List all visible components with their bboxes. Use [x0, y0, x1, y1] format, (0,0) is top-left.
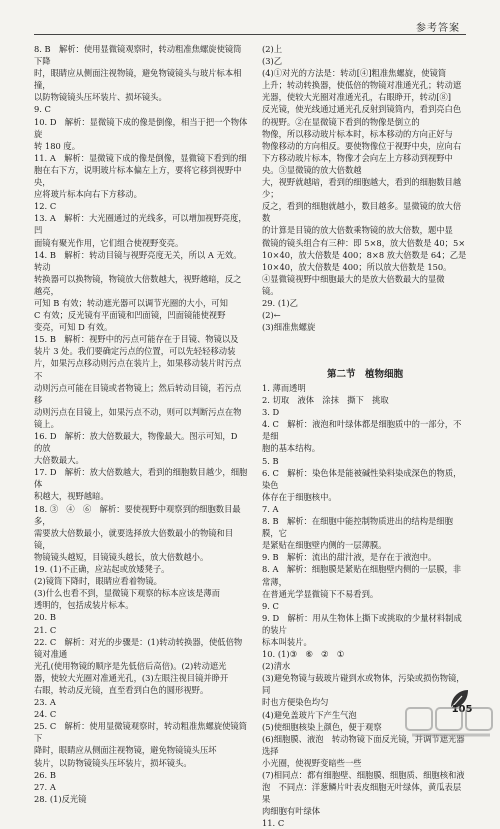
- answer-line: 反光镜，使光线通过通光孔反射到镜筒内，看到亮白色: [262, 104, 462, 115]
- answer-line: 22. C 解析：对光的步骤是：(1)转动转换器，使低倍物镜对准通: [34, 636, 243, 659]
- answer-line: 时也方便染色均匀: [262, 697, 329, 708]
- answer-line: (2)上: [262, 44, 283, 54]
- header-rule: [34, 34, 466, 35]
- answer-line: 7. A: [262, 503, 279, 514]
- answer-line: (6)细胞膜、液泡 转动物镜下面反光镜，并调节遮光器选择: [262, 733, 465, 756]
- answer-line: 标本叫装片。: [262, 636, 312, 647]
- answer-line: (5)使细胞核染上颜色，便于观察: [262, 721, 382, 732]
- answer-line: 11. C: [262, 818, 285, 829]
- section-title: 第二节 植物细胞: [326, 369, 403, 380]
- answer-line: 15. B 解析：视野中的污点可能存在于目镜、物镜以及: [34, 334, 239, 345]
- answer-line: 8. A 解析：细胞膜是紧贴在细胞壁内侧的一层膜，非常薄，: [262, 564, 462, 587]
- answer-line: 25. C 解析：使用显微镜观察时，转动粗准焦螺旋使镜筒下: [34, 721, 248, 744]
- answer-line: 物像移动的方向相反。要使物像位于视野中央，应向右: [262, 140, 462, 151]
- answer-line: 积越大，视野越暗。: [34, 491, 109, 502]
- answer-line: 9. C: [262, 600, 279, 611]
- answer-line: 反之，看到的细胞就越小，数目越多。显微镜的放大倍数: [262, 201, 462, 224]
- watermark-logo: [404, 704, 496, 742]
- answer-line: 9. B 解析：流出的甜汁液，是存在于液泡中。: [262, 552, 437, 563]
- answer-line: 11. A 解析：显微镜下成的像是倒像，显微镜下看到的细: [34, 152, 247, 163]
- header-title: 参考答案: [416, 23, 460, 34]
- answer-line: (2)镜筒下降时，眼睛应看着物镜。: [34, 576, 162, 587]
- answer-line: (3)细准焦螺旋: [262, 322, 316, 333]
- answer-line: 面镜有聚光作用，它们组合使视野变亮。: [34, 237, 184, 248]
- answer-line: (4)①对光的方法是：转动[④]粗准焦螺旋，使镜筒: [262, 68, 447, 79]
- answer-line: 8. B 解析：在细胞中能控制物质进出的结构是细胞膜，它: [262, 516, 453, 539]
- answer-line: 是紧贴在细胞壁内侧的一层薄膜。: [262, 540, 387, 551]
- answer-line: 21. C: [34, 624, 57, 635]
- answer-line: 19. (1)不正确，应站起或放矮凳子。: [34, 564, 170, 575]
- answer-line: 10×40，放大倍数是 400；所以放大倍数是 150。: [262, 261, 452, 272]
- answer-line: 微镜的镜头组合有三种：即 5×8，放大倍数是 40；5×: [262, 237, 466, 248]
- answer-line: 28. (1)反光镜: [34, 793, 87, 804]
- answer-line: 变亮，可知 D 有效。: [34, 322, 113, 333]
- answer-line: 器，使较大光圈对准通光孔，(3)左眼注视目镜并睁开: [34, 672, 229, 683]
- answer-line: (7)相同点：都有细胞壁、细胞膜、细胞质、细胞核和液: [262, 770, 465, 780]
- answer-line: (3)什么也看不到，显微镜下观察的标本应该是薄而: [34, 588, 220, 599]
- answer-line: 23. A: [34, 697, 56, 708]
- answer-line: 14. B 解析：转动目镜与视野亮度无关，所以 A 无效。转动: [34, 249, 242, 272]
- answer-line: 9. C: [34, 104, 51, 115]
- answer-line: 的计算是目镜的放大倍数乘物镜的放大倍数，题中显: [262, 225, 453, 236]
- answer-line: 肉细胞有叶绿体: [262, 806, 321, 817]
- page-header: [0, 0, 500, 40]
- answer-line: ④显微镜视野中细胞最大的是放大倍数最大的显微: [262, 273, 445, 284]
- answer-line: 转 180 度。: [34, 140, 81, 151]
- answer-line: 应将玻片标本向右下方移动。: [34, 189, 142, 200]
- answer-line: 装片，以防物镜镜头压坏装片，损坏镜头。: [34, 757, 192, 768]
- answer-line: 2. 切取 液体 涂抹 撕下 挑取: [262, 395, 389, 406]
- answer-line: 6. C 解析：染色体是能被碱性染料染成深色的物质，染色: [262, 467, 462, 490]
- answer-line: (2)清水: [262, 661, 291, 672]
- answer-line: 镜。: [262, 285, 279, 296]
- answer-line: 光孔(使用物镜的顺序是先低倍后高倍)。(2)转动遮光: [34, 660, 227, 671]
- answer-line: 12. C: [34, 201, 57, 212]
- answer-line: 17. D 解析：放大倍数越大，看到的细胞数目越少，细胞体: [34, 467, 248, 490]
- answer-line: 小光圈，使视野变暗些一些: [262, 757, 362, 768]
- answer-line: C 有效；反光镜有平面镜和凹面镜，凹面镜能使视野: [34, 310, 226, 321]
- answer-line: 8. B 解析：使用显微镜观察时，转动粗准焦螺旋使镜筒下降: [34, 44, 242, 67]
- answer-line: 需要放大倍数最小，就要选择放大倍数最小的物镜和目镜，: [34, 527, 234, 550]
- answer-line: 透明的，包括成装片标本。: [34, 600, 134, 611]
- answer-line: 降时，眼睛应从侧面注视物镜，避免物镜镜头压坏: [34, 745, 217, 756]
- left-column: [34, 43, 248, 805]
- answer-line: 泡 不同点：洋葱鳞片叶表皮细胞无叶绿体，黄瓜表层果: [262, 782, 462, 805]
- answer-line: (4)避免盖玻片下产生气泡: [262, 709, 357, 720]
- answer-line: 胞的基本结构。: [262, 443, 321, 454]
- answer-line: 动则污点在目镜上，如果污点不动，则可以判断污点在物镜上。: [34, 406, 242, 429]
- answer-line: 下方移动玻片标本，物像才会向左上方移动到视野中央。③显微镜的放大倍数越: [262, 152, 453, 175]
- answer-line: 的视野。②在显微镜下看到的物像是倒立的: [262, 116, 420, 127]
- answer-line: 18. ③ ④ ⑥ 解析：要使视野中观察到的细胞数目最多，: [34, 503, 241, 526]
- answer-line: 以防物镜镜头压坏装片、损坏镜头。: [34, 92, 167, 103]
- answer-line: 29. (1)乙: [262, 297, 298, 308]
- answer-line: 右眼，转动反光镜，直至看到白色的圆形视野。: [34, 684, 209, 695]
- answer-line: 光器，使较大光圈对准通光孔，右眼睁开，转动[⑧]: [262, 92, 452, 103]
- answer-line: 时，眼睛应从侧面注视物镜，避免物镜镜头与玻片标本相撞，: [34, 68, 242, 91]
- answer-line: 物镜镜头越短，目镜镜头越长，放大倍数越小。: [34, 551, 209, 562]
- answer-line: 20. B: [34, 612, 56, 623]
- answer-line: 5. B: [262, 455, 279, 466]
- answer-line: 片，如果污点移动则污点在装片上，如果移动装片时污点不: [34, 358, 242, 381]
- answer-line: 16. D 解析：放大倍数最大，物像最大。图示可知，D 的放: [34, 431, 241, 454]
- answer-line: 10. (1)③ ⑥ ② ①: [262, 649, 345, 660]
- answer-line: (3)乙: [262, 56, 283, 67]
- answer-line: 10×40，放大倍数是 400；8×8 放大倍数是 64；乙是: [262, 249, 467, 260]
- answer-line: 9. D 解析：用从生物体上撕下或挑取的少量材料制成的装片: [262, 612, 462, 635]
- answer-line: 可知 B 有效；转动遮光器可以调节光圈的大小，可知: [34, 297, 228, 308]
- answer-line: 26. B: [34, 769, 56, 780]
- answer-line: 3. D: [262, 407, 280, 418]
- answer-line: 1. 薄而透明: [262, 383, 306, 393]
- answer-line: 在普通光学显微镜下不易看到。: [262, 588, 379, 599]
- answer-line: 体存在于细胞核中。: [262, 491, 337, 502]
- answer-line: (2)←: [262, 310, 281, 321]
- answer-line: (3)避免物镜与载玻片碰到水或物体，污染或损伤物镜，同: [262, 673, 465, 696]
- answer-line: 上升；转动转换器，使低倍的物镜对准通光孔；转动遮: [262, 80, 462, 91]
- answer-line: 24. C: [34, 709, 57, 720]
- answer-line: 10. D 解析：显微镜下成的像是倒像，相当于把一个物体旋: [34, 116, 248, 139]
- answer-line: 动则污点可能在目镜或者物镜上；然后转动目镜，若污点移: [34, 382, 242, 405]
- answer-line: 转换器可以换物镜，物镜放大倍数越大，视野越暗，反之越亮，: [34, 273, 242, 296]
- answer-line: 物像，所以移动玻片标本时，标本移动的方向正好与: [262, 128, 453, 139]
- answer-line: 4. C 解析：液泡和叶绿体都是细胞质中的一部分，不是细: [262, 419, 462, 442]
- page-number: 105: [451, 703, 473, 715]
- answer-line: 大倍数最大。: [34, 455, 84, 466]
- right-column-bottom: [262, 382, 468, 829]
- answer-line: 装片 3 处。我们要确定污点的位置，可以先轻轻移动装: [34, 346, 236, 357]
- answer-line: 13. A 解析：大光圈通过的光线多，可以增加视野亮度，凹: [34, 213, 247, 236]
- answer-line: 大，视野就越暗，看到的细胞越大，看到的细胞数目越少；: [262, 177, 462, 200]
- right-column-top: [262, 43, 468, 333]
- answer-line: 胞在右下方，说明玻片标本偏左上方，要将它移到视野中央，: [34, 164, 242, 188]
- answer-line: 27. A: [34, 781, 56, 792]
